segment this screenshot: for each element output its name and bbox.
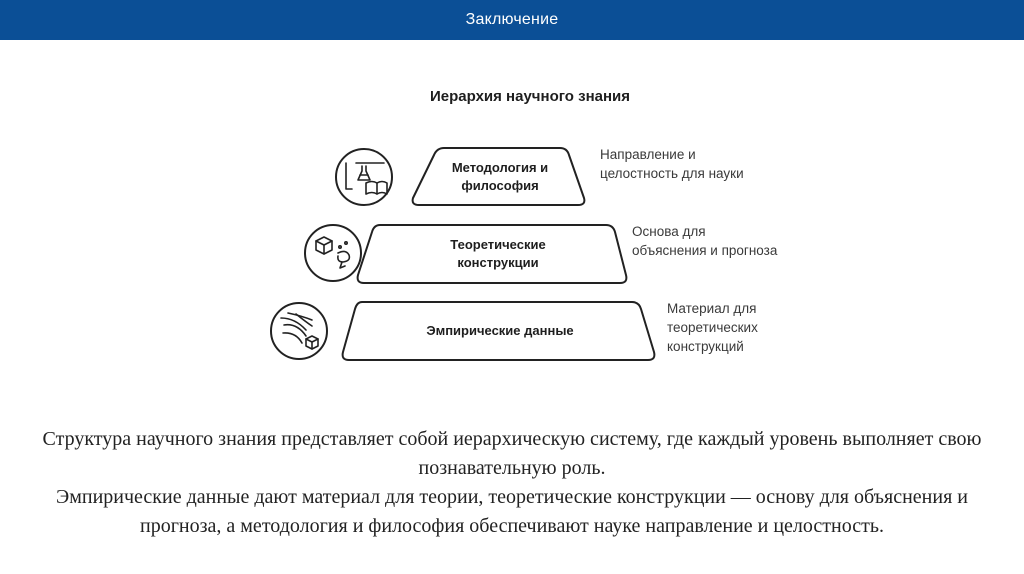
tier-note-theory: Основа для объяснения и прогноза bbox=[632, 224, 778, 258]
flask-book-icon bbox=[336, 149, 392, 205]
slide-title: Заключение bbox=[465, 11, 559, 28]
cube-thought-icon bbox=[305, 225, 361, 281]
tier-label-theory: Теоретические конструкции bbox=[450, 237, 546, 270]
tier-note-empirical: Материал для теоретических конструкций bbox=[667, 301, 758, 354]
summary-paragraph-2: Эмпирические данные дают материал для теории, теоретические конструкции — основу для объяснения и прогноза, а методология и философия обеспечивают науке направление и целостность. bbox=[56, 486, 968, 537]
summary-paragraph-1: Структура научного знания представляет собой иерархическую систему, где каждый уровень выполняет свою познавательную роль. bbox=[42, 428, 982, 479]
tier-note-methodology: Направление и целостность для науки bbox=[600, 147, 744, 181]
summary-text bbox=[20, 425, 1004, 541]
tier-label-empirical: Эмпирические данные bbox=[426, 323, 574, 338]
data-streams-icon bbox=[271, 303, 327, 359]
diagram-title: Иерархия научного знания bbox=[429, 88, 631, 105]
tier-label-methodology: Методология и философия bbox=[451, 160, 549, 193]
